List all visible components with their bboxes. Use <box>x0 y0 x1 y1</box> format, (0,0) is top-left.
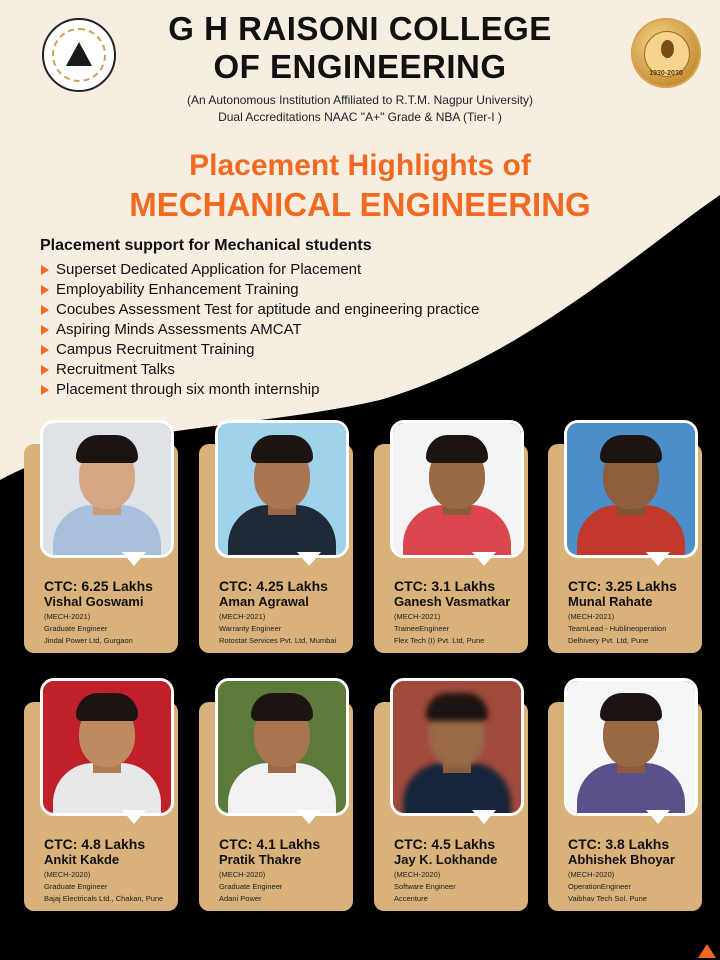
student-photo <box>564 678 698 816</box>
student-company: Accenture <box>394 894 428 903</box>
student-photo <box>40 678 174 816</box>
student-name: Munal Rahate <box>568 594 653 609</box>
student-name: Ankit Kakde <box>44 852 120 867</box>
student-role: Graduate Engineer <box>44 882 108 891</box>
student-role: Graduate Engineer <box>219 882 283 891</box>
header <box>0 0 720 140</box>
affiliation-text: (An Autonomous Institution Affiliated to R.T.M. Nagpur University) <box>187 93 533 107</box>
student-company: Adani Power <box>219 894 262 903</box>
support-item: Campus Recruitment Training <box>40 340 479 360</box>
student-company: Bajaj Electricals Ltd., Chakan, Pune <box>44 894 164 903</box>
support-item: Recruitment Talks <box>40 360 479 380</box>
student-name: Abhishek Bhoyar <box>568 852 675 867</box>
student-company: Flex Tech (I) Pvt. Ltd, Pune <box>394 636 485 645</box>
student-ctc: CTC: 4.1 Lakhs <box>219 836 321 852</box>
student-batch: (MECH-2021) <box>568 612 615 621</box>
student-ctc: CTC: 4.8 Lakhs <box>44 836 146 852</box>
arrow-icon <box>41 305 49 315</box>
student-photo <box>215 420 349 558</box>
student-batch: (MECH-2020) <box>394 870 441 879</box>
student-photo <box>40 420 174 558</box>
student-company: Rotostat Services Pvt. Ltd, Mumbai <box>219 636 337 645</box>
student-name: Ganesh Vasmatkar <box>394 594 511 609</box>
support-item: Aspiring Minds Assessments AMCAT <box>40 320 479 340</box>
college-logo <box>42 18 116 92</box>
arrow-icon <box>41 285 49 295</box>
support-item: Placement through six month internship <box>40 380 479 400</box>
college-title-line1: G H RAISONI COLLEGE <box>168 10 552 47</box>
student-ctc: CTC: 3.25 Lakhs <box>568 578 677 594</box>
student-role: Graduate Engineer <box>44 624 108 633</box>
student-role: Warranty Engineer <box>219 624 282 633</box>
headline-line1: Placement Highlights of <box>189 149 531 182</box>
student-batch: (MECH-2021) <box>44 612 91 621</box>
arrow-icon <box>41 345 49 355</box>
student-batch: (MECH-2020) <box>44 870 91 879</box>
seal-years: 1930-2030 <box>649 70 683 77</box>
student-photo <box>564 420 698 558</box>
student-company: Vaibhav Tech Sol. Pune <box>568 894 647 903</box>
student-role: OperationEngineer <box>568 882 631 891</box>
college-title-line2: OF ENGINEERING <box>213 48 507 85</box>
college-title <box>120 10 600 86</box>
student-name: Jay K. Lokhande <box>394 852 498 867</box>
accreditation-text: Dual Accreditations NAAC "A+" Grade & NBA (Tier-I ) <box>218 110 502 124</box>
student-batch: (MECH-2021) <box>219 612 266 621</box>
college-subtitle <box>100 92 620 126</box>
student-batch: (MECH-2020) <box>219 870 266 879</box>
corner-temple-icon <box>698 944 716 958</box>
arrow-icon <box>41 385 49 395</box>
student-photo <box>390 420 524 558</box>
student-role: TraineeEngineer <box>394 624 450 633</box>
arrow-icon <box>41 265 49 275</box>
student-name: Vishal Goswami <box>44 594 144 609</box>
student-ctc: CTC: 3.1 Lakhs <box>394 578 496 594</box>
student-batch: (MECH-2020) <box>568 870 615 879</box>
student-photo <box>390 678 524 816</box>
arrow-icon <box>41 365 49 375</box>
student-role: TeamLead - Hublineoperation <box>568 624 667 633</box>
centenary-seal <box>631 18 701 88</box>
headline-line2: MECHANICAL ENGINEERING <box>129 186 591 223</box>
student-photo <box>215 678 349 816</box>
student-ctc: CTC: 4.5 Lakhs <box>394 836 496 852</box>
support-item: Cocubes Assessment Test for aptitude and engineering practice <box>40 300 479 320</box>
arrow-icon <box>41 325 49 335</box>
support-title: Placement support for Mechanical students <box>40 237 372 254</box>
student-ctc: CTC: 3.8 Lakhs <box>568 836 670 852</box>
support-item: Superset Dedicated Application for Placement <box>40 260 479 280</box>
student-name: Aman Agrawal <box>219 594 309 609</box>
student-name: Pratik Thakre <box>219 852 302 867</box>
student-ctc: CTC: 4.25 Lakhs <box>219 578 328 594</box>
student-company: Jindal Power Ltd, Gurgaon <box>44 636 133 645</box>
student-batch: (MECH-2021) <box>394 612 441 621</box>
student-ctc: CTC: 6.25 Lakhs <box>44 578 153 594</box>
student-role: Software Engineer <box>394 882 456 891</box>
support-list <box>40 260 479 400</box>
support-item: Employability Enhancement Training <box>40 280 479 300</box>
student-company: Delhivery Pvt. Ltd, Pune <box>568 636 649 645</box>
